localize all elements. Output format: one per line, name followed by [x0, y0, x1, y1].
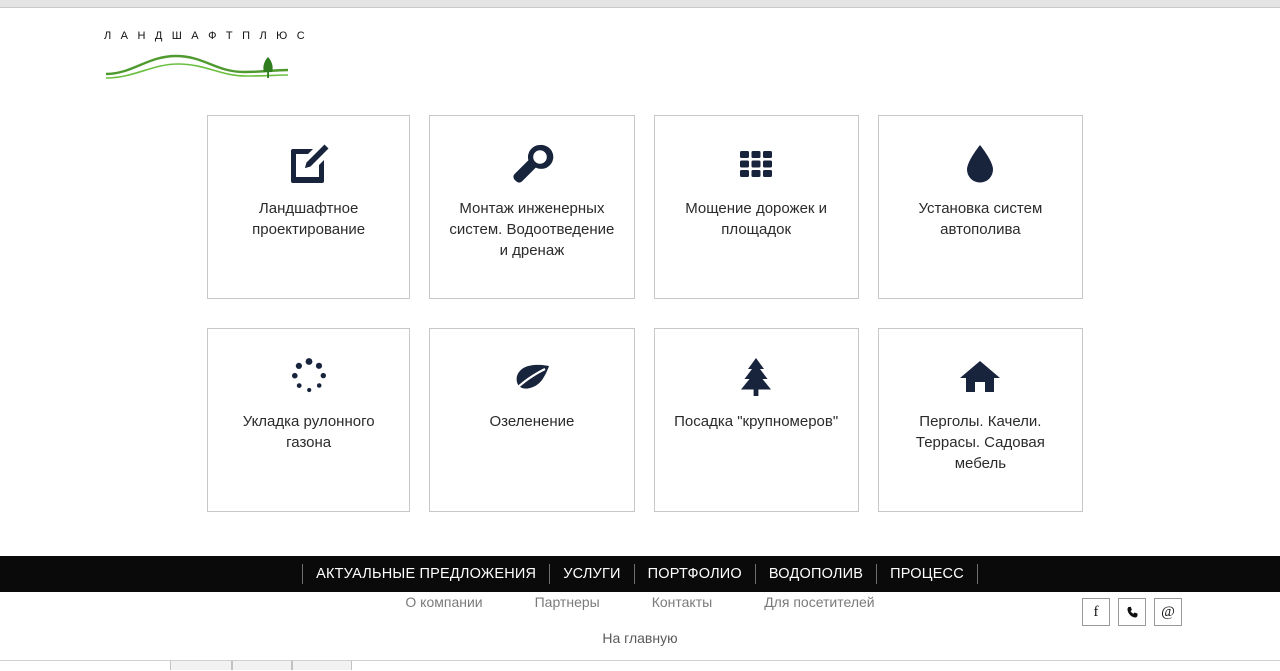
- sublink-partners[interactable]: Партнеры: [534, 594, 600, 610]
- leaf-icon: [509, 351, 555, 403]
- browser-toolbar-strip: [0, 0, 1280, 8]
- logo-landscape-icon: [104, 48, 290, 89]
- service-card-landscape-design[interactable]: [207, 115, 410, 299]
- taskbar-item-3[interactable]: [292, 661, 352, 670]
- site-logo[interactable]: [104, 30, 308, 90]
- wrench-icon: [509, 138, 555, 190]
- service-card-irrigation[interactable]: [878, 115, 1083, 299]
- house-icon: [957, 351, 1003, 403]
- footer-nav-item-portfolio[interactable]: ПОРТФОЛИО: [634, 564, 755, 584]
- taskbar-item-1[interactable]: [170, 661, 232, 670]
- service-card-label: Установка систем автополива: [918, 200, 1043, 238]
- home-link-row: [0, 630, 1280, 648]
- service-card-label: Укладка рулонного газона: [242, 413, 375, 451]
- service-card-label: Мощение дорожек и площадок: [685, 200, 828, 238]
- service-card-pergolas-furniture[interactable]: [878, 328, 1083, 512]
- service-card-planting-greenery[interactable]: [429, 328, 634, 512]
- sublink-for-visitors[interactable]: Для посетителей: [764, 594, 875, 610]
- service-card-large-tree-planting[interactable]: [654, 328, 859, 512]
- footer-nav: [302, 563, 978, 585]
- sublink-contacts[interactable]: Контакты: [651, 594, 713, 610]
- services-grid: [207, 115, 1083, 512]
- footer-nav-item-process[interactable]: ПРОЦЕСС: [876, 564, 978, 584]
- facebook-icon-glyph: f: [1093, 603, 1099, 620]
- services-row-2: [207, 328, 1083, 512]
- home-link[interactable]: На главную: [602, 630, 678, 646]
- service-card-paving[interactable]: [654, 115, 859, 299]
- phone-icon[interactable]: [1118, 598, 1146, 626]
- email-at-icon-glyph: @: [1161, 603, 1175, 620]
- facebook-icon[interactable]: [1082, 598, 1110, 626]
- service-card-label: Посадка "крупномеров": [674, 413, 839, 430]
- services-row-1: [207, 115, 1083, 299]
- service-card-label: Ландшафтное проектирование: [252, 200, 366, 238]
- email-at-icon[interactable]: [1154, 598, 1182, 626]
- footer-nav-item-services[interactable]: УСЛУГИ: [549, 564, 633, 584]
- pencil-square-icon: [286, 138, 332, 190]
- service-card-label: Монтаж инженерных систем. Водоотведение и дренаж: [449, 200, 615, 259]
- footer-nav-bar: [0, 556, 1280, 592]
- service-card-turf-laying[interactable]: [207, 328, 410, 512]
- social-links: [1082, 598, 1182, 626]
- water-drop-icon: [957, 138, 1003, 190]
- service-card-label: Перголы. Качели. Террасы. Садовая мебель: [915, 413, 1045, 472]
- tree-icon: [733, 351, 779, 403]
- taskbar-item-2[interactable]: [232, 661, 292, 670]
- sublink-about[interactable]: О компании: [405, 594, 483, 610]
- service-card-label: Озеленение: [489, 413, 575, 430]
- footer-nav-item-offers[interactable]: АКТУАЛЬНЫЕ ПРЕДЛОЖЕНИЯ: [302, 564, 549, 584]
- grid-dots-icon: [733, 138, 779, 190]
- browser-top-edge: [0, 0, 1280, 8]
- service-card-engineering-systems[interactable]: [429, 115, 634, 299]
- spinner-dots-icon: [286, 351, 332, 403]
- footer-nav-item-watering[interactable]: ВОДОПОЛИВ: [755, 564, 876, 584]
- site-logo-text: Л А Н Д Ш А Ф Т П Л Ю С: [104, 30, 308, 42]
